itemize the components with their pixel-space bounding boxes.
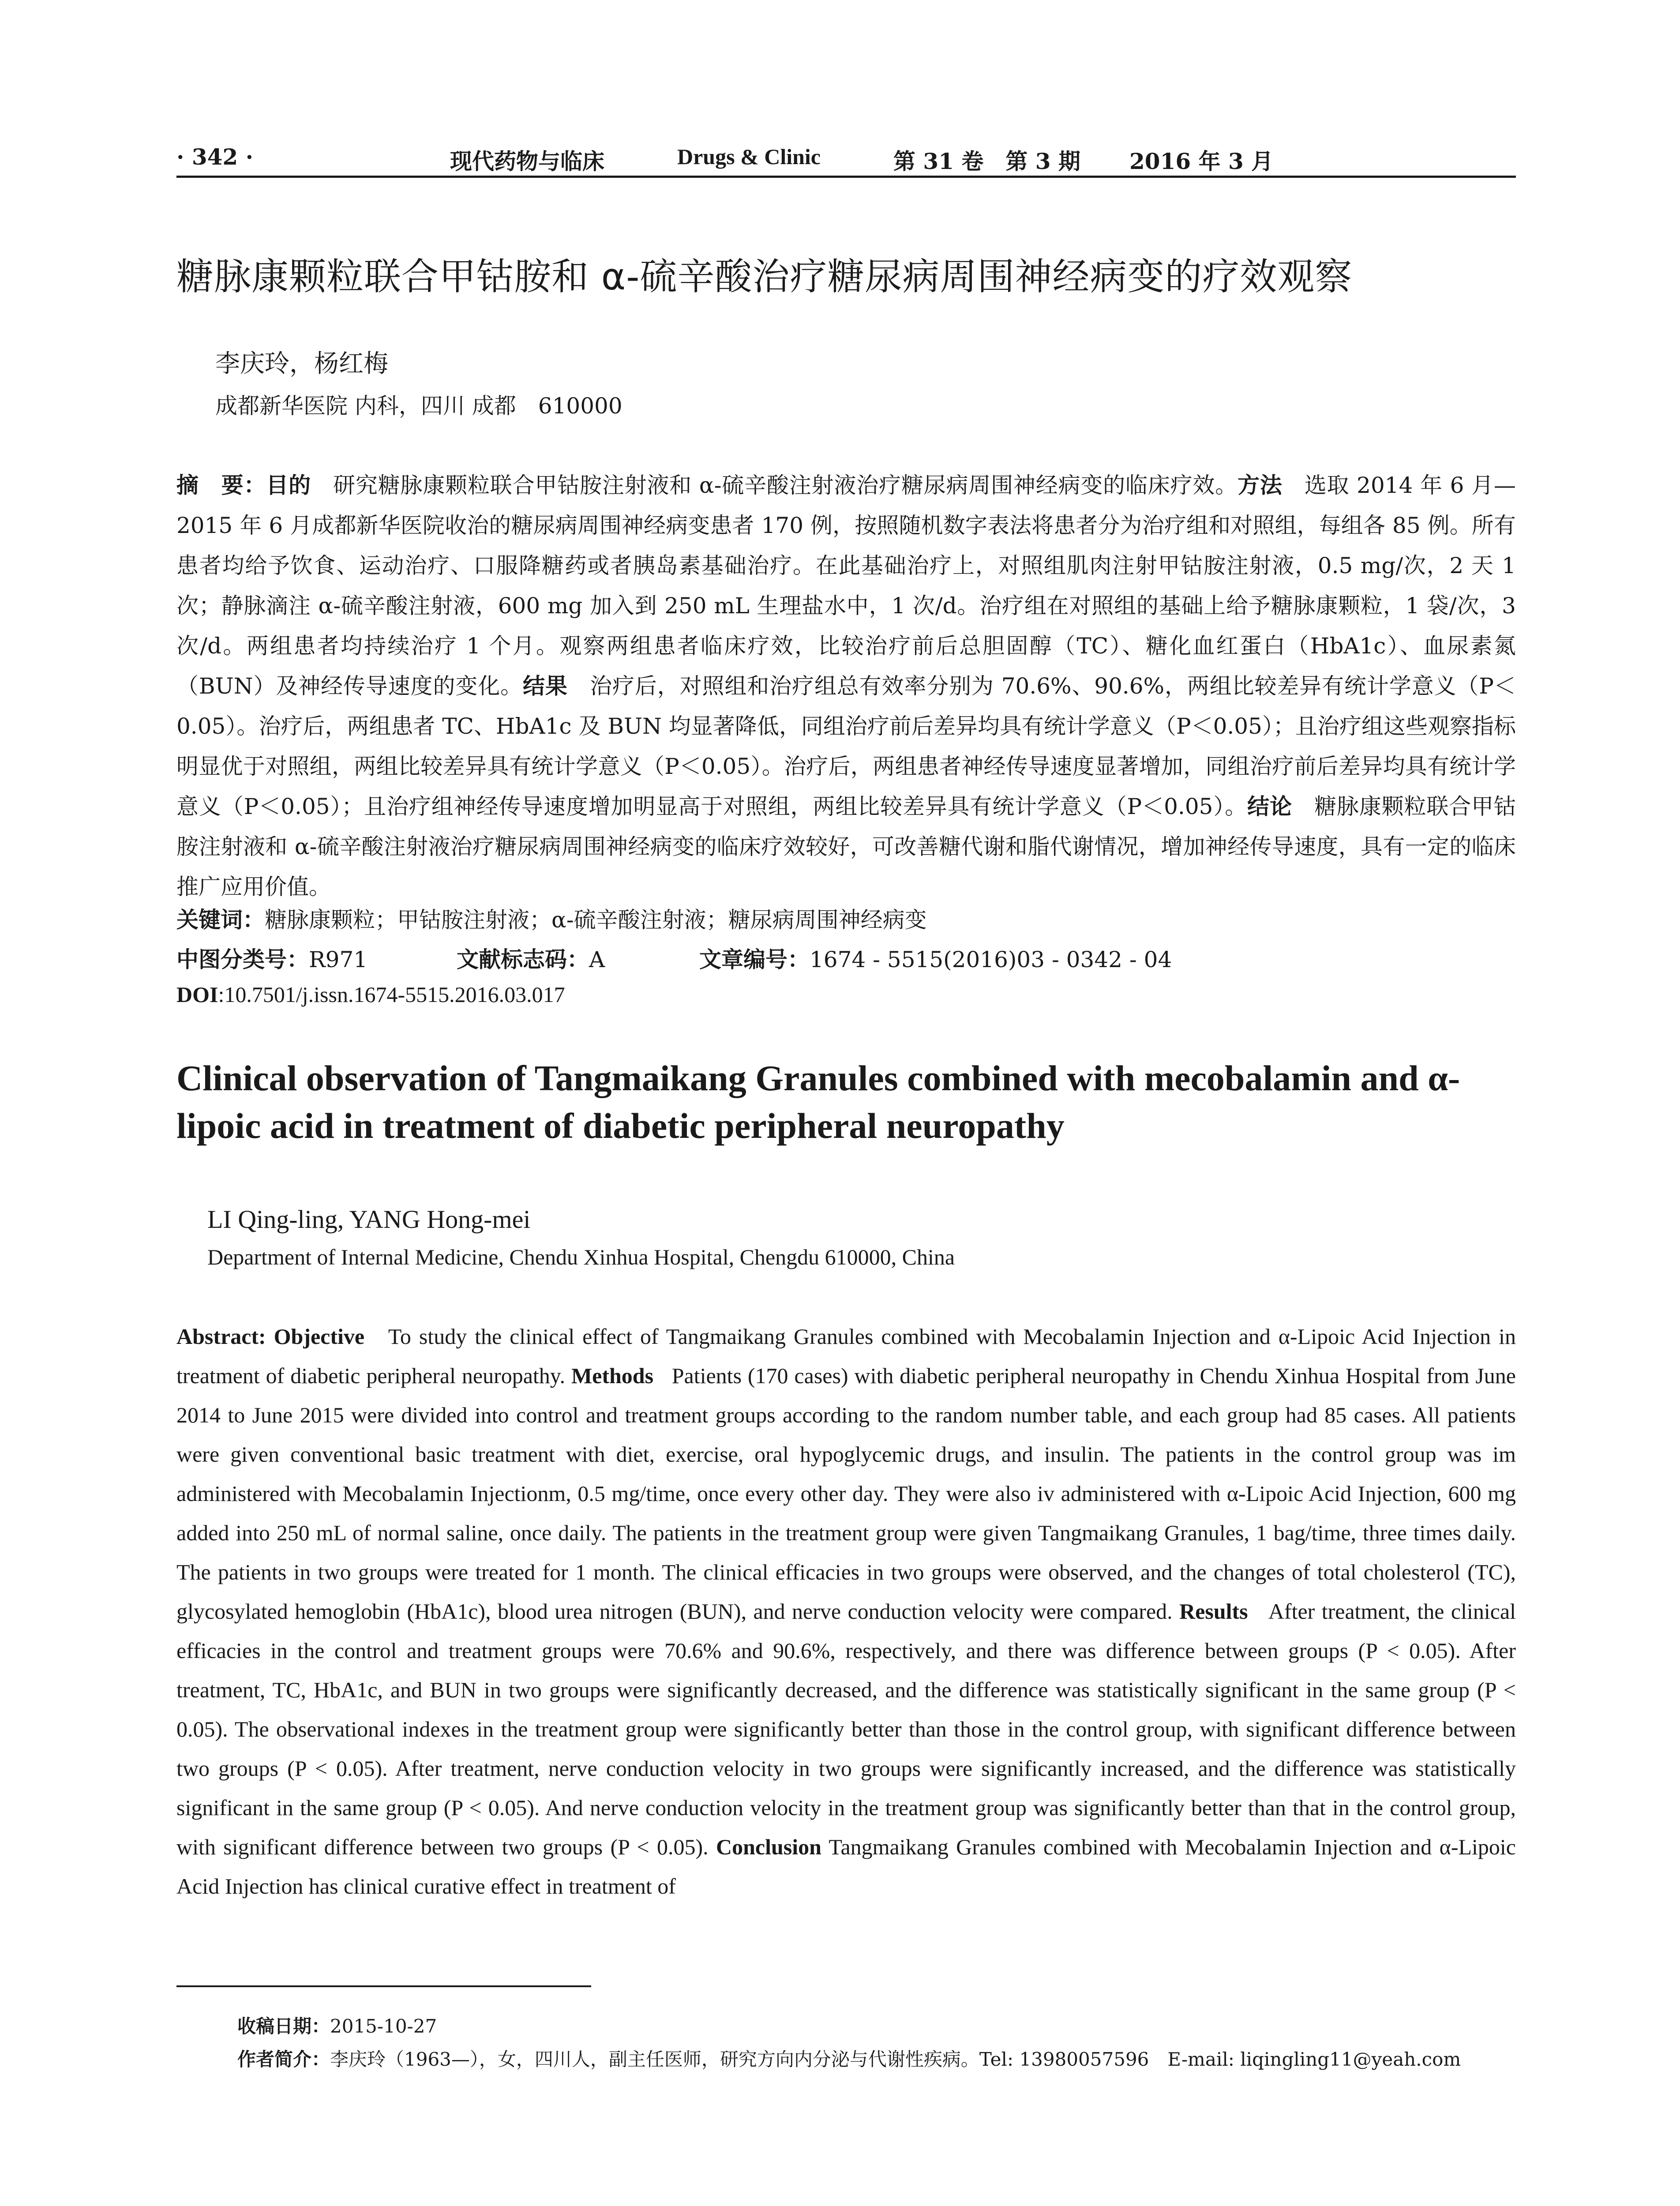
journal-name-cn: 现代药物与临床: [450, 148, 604, 174]
article-number-line: [699, 942, 1172, 974]
footnote-received: [237, 2012, 437, 2038]
clc-value: R971: [309, 947, 368, 972]
received-date: 2015-10-27: [330, 2015, 437, 2037]
authors-cn: 李庆玲，杨红梅: [215, 349, 388, 378]
methods-label-en: Methods: [571, 1363, 654, 1388]
affiliation-cn: 成都新华医院 内科，四川 成都 610000: [215, 393, 622, 419]
doi-line: [176, 982, 565, 1007]
methods-text-en: Patients (170 cases) with diabetic peripheral neuropathy in Chendu Xinhua Hospital from June 2014 to June 2015 were divided into control and treatment groups according to the random number table, and each group had 85 cases. All patients were given conventional basic treatment with diet, exercise, oral hypoglycemic drugs, and insulin. The patients in the control group was im administered with Mecobalamin Injectionm, 0.5 mg/time, once every other day. They were also iv administered with α-Lipoic Acid Injection, 600 mg added into 250 mL of normal saline, once daily. The patients in the treatment group were given Tangmaikang Granules, 1 bag/time, three times daily. The patients in two groups were treated for 1 month. The clinical efficacies in two groups were observed, and the changes of total cholesterol (TC), glycosylated hemoglobin (HbA1c), blood urea nitrogen (BUN), and nerve conduction velocity were compared.: [176, 1363, 1516, 1624]
conclusion-text-cn: 糖脉康颗粒联合甲钴胺注射液和 α-硫辛酸注射液治疗糖尿病周围神经病变的临床疗效较好，可改善糖代谢和脂代谢情况，增加神经传导速度，具有一定的临床推广应用价值。: [176, 794, 1516, 900]
page-number: · 342 ·: [176, 144, 253, 170]
header-rule: [176, 176, 1516, 178]
article-no-label: 文章编号：: [699, 947, 810, 972]
methods-text-cn: 选取 2014 年 6 月—2015 年 6 月成都新华医院收治的糖尿病周围神经病变患者 170 例，按照随机数字表法将患者分为治疗组和对照组，每组各 85 例。所有患者均给予饮食、运动治疗、口服降糖药或者胰岛素基础治疗。在此基础治疗上，对照组肌肉注射甲钴胺注射液，0.5 mg/次，2 天 1 次；静脉滴注 α-硫辛酸注射液，600 mg 加入到 250 mL 生理盐水中，1 次/d。治疗组在对照组的基础上给予糖脉康颗粒，1 袋/次，3 次/d。两组患者均持续治疗 1 个月。观察两组患者临床疗效，比较治疗前后总胆固醇（TC）、糖化血红蛋白（HbA1c）、血尿素氮（BUN）及神经传导速度的变化。: [176, 473, 1516, 699]
article-title-cn: 糖脉康颗粒联合甲钴胺和 α-硫辛酸治疗糖尿病周围神经病变的疗效观察: [176, 255, 1353, 298]
results-label-cn: 结果: [522, 673, 568, 699]
abstract-label-en: Abstract: Objective: [176, 1324, 365, 1349]
document-code-line: [457, 942, 605, 974]
footnote-rule: [176, 1985, 591, 1987]
issue-date: 2016 年 3 月: [1129, 148, 1274, 174]
conclusion-label-en: Conclusion: [716, 1835, 821, 1859]
affiliation-en: Department of Internal Medicine, Chendu Xinhua Hospital, Chengdu 610000, China: [207, 1245, 955, 1269]
author-bio-label: 作者简介：: [237, 2048, 330, 2070]
article-title-en: Clinical observation of Tangmaikang Granules combined with mecobalamin and α-lipoic acid in treatment of diabetic peripheral neuropathy: [176, 1058, 1460, 1146]
issue-info: 第 31 卷 第 3 期: [893, 148, 1080, 174]
methods-label-cn: 方法: [1238, 473, 1282, 498]
keywords-label-cn: 关键词：: [176, 907, 265, 933]
results-label-en: Results: [1179, 1599, 1248, 1624]
author-bio-text: 李庆玲（1963—），女，四川人，副主任医师，研究方向内分泌与代谢性疾病。Tel: 13980057596 E-mail: liqingling11@yeah.com: [330, 2048, 1461, 2070]
doi-value: :10.7501/j.issn.1674-5515.2016.03.017: [218, 982, 565, 1007]
running-header: [176, 140, 1516, 172]
results-text-cn: 治疗后，对照组和治疗组总有效率分别为 70.6%、90.6%，两组比较差异有统计学意义（P＜0.05）。治疗后，两组患者 TC、HbA1c 及 BUN 均显著降低，同组治疗前后差异均具有统计学意义（P＜0.05）；且治疗组这些观察指标明显优于对照组，两组比较差异具有统计学意义（P＜0.05）。治疗后，两组患者神经传导速度显著增加，同组治疗前后差异均具有统计学意义（P＜0.05）；且治疗组神经传导速度增加明显高于对照组，两组比较差异具有统计学意义（P＜0.05）。: [176, 673, 1516, 819]
doc-code-label: 文献标志码：: [457, 947, 589, 972]
classification-line: [176, 942, 368, 974]
keywords-text-cn: 糖脉康颗粒；甲钴胺注射液；α-硫辛酸注射液；糖尿病周围神经病变: [265, 907, 927, 933]
doi-label: DOI: [176, 982, 218, 1007]
abstract-en: [176, 1317, 1516, 1906]
abstract-cn: [176, 465, 1516, 907]
received-label: 收稿日期：: [237, 2015, 330, 2037]
conclusion-text-en: Tangmaikang Granules combined with Mecobalamin Injection and α-Lipoic Acid Injection has clinical curative effect in treatment of: [176, 1835, 1516, 1898]
authors-en: LI Qing-ling, YANG Hong-mei: [207, 1205, 531, 1234]
article-no-value: 1674 - 5515(2016)03 - 0342 - 04: [810, 947, 1172, 972]
abstract-label-cn: 摘 要：: [176, 473, 266, 498]
objective-text-en: To study the clinical effect of Tangmaikang Granules combined with Mecobalamin Injection and α-Lipoic Acid Injection in treatment of diabetic peripheral neuropathy.: [176, 1324, 1516, 1388]
doc-code-value: A: [589, 947, 605, 972]
results-text-en: After treatment, the clinical efficacies in the control and treatment groups were 70.6% and 90.6%, respectively, and there was difference between groups (P < 0.05). After treatment, TC, HbA1c, and BUN in two groups were significantly decreased, and the difference was statistically significant in the same group (P < 0.05). The observational indexes in the treatment group were significantly better than those in the control group, with significant difference between two groups (P < 0.05). After treatment, nerve conduction velocity in two groups were significantly increased, and the difference was statistically significant in the same group (P < 0.05). And nerve conduction velocity in the treatment group was significantly better than that in the control group, with significant difference between two groups (P < 0.05).: [176, 1599, 1516, 1859]
clc-label: 中图分类号：: [176, 947, 309, 972]
footnote-author: [237, 2045, 1461, 2071]
objective-text-cn: 研究糖脉康颗粒联合甲钴胺注射液和 α-硫辛酸注射液治疗糖尿病周围神经病变的临床疗效。: [333, 473, 1238, 498]
keywords-cn: [176, 902, 927, 934]
objective-label-cn: 目的: [266, 473, 311, 498]
conclusion-label-cn: 结论: [1247, 794, 1292, 819]
journal-name-en: Drugs & Clinic: [677, 144, 821, 169]
